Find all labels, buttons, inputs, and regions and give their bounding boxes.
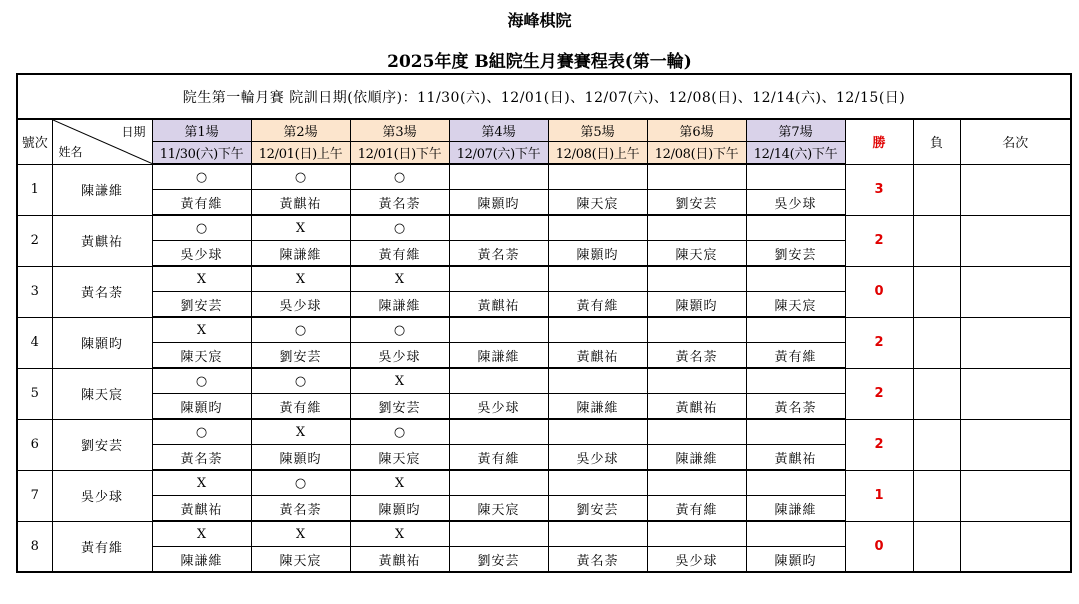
opponent-name: 黃名荼 <box>449 241 548 267</box>
header-date-label: 日期 <box>121 125 146 139</box>
player-number: 7 <box>17 470 52 521</box>
game-result: ○ <box>350 164 449 190</box>
player-name: 陳天宸 <box>52 368 152 419</box>
player-row-result <box>17 266 1071 292</box>
opponent-name: 劉安芸 <box>746 241 845 267</box>
round-header-6: 第6場 <box>647 119 746 142</box>
player-number: 4 <box>17 317 52 368</box>
game-result <box>746 164 845 190</box>
round-header-3: 第3場 <box>350 119 449 142</box>
game-result: ○ <box>251 317 350 343</box>
loss-count <box>913 521 960 572</box>
game-result <box>548 368 647 394</box>
loss-count <box>913 470 960 521</box>
game-result <box>746 368 845 394</box>
game-result <box>548 470 647 496</box>
game-result: X <box>251 419 350 445</box>
player-name: 黃麒祐 <box>52 215 152 266</box>
player-row-result <box>17 368 1071 394</box>
game-result <box>449 419 548 445</box>
game-result: ○ <box>251 164 350 190</box>
opponent-name: 吳少球 <box>746 190 845 216</box>
game-result: X <box>251 215 350 241</box>
game-result <box>449 164 548 190</box>
page-subtitle: 2025年度 B組院生月賽賽程表(第一輪) <box>387 52 692 72</box>
round-date-1: 11/30(六)下午 <box>152 142 251 165</box>
opponent-name: 陳天宸 <box>449 496 548 522</box>
round-header-4: 第4場 <box>449 119 548 142</box>
game-result <box>647 215 746 241</box>
game-result: X <box>152 521 251 547</box>
opponent-name: 陳謙維 <box>449 343 548 369</box>
loss-count <box>913 215 960 266</box>
player-name: 黃名荼 <box>52 266 152 317</box>
opponent-name: 陳謙維 <box>152 547 251 573</box>
opponent-name: 陳顥昀 <box>647 292 746 318</box>
game-result: ○ <box>251 470 350 496</box>
opponent-name: 黃麒祐 <box>449 292 548 318</box>
game-result <box>647 164 746 190</box>
opponent-name: 吳少球 <box>548 445 647 471</box>
game-result: X <box>152 266 251 292</box>
opponent-name: 陳謙維 <box>647 445 746 471</box>
win-count: 2 <box>845 317 913 368</box>
opponent-name: 劉安芸 <box>251 343 350 369</box>
opponent-name: 陳謙維 <box>251 241 350 267</box>
player-number: 3 <box>17 266 52 317</box>
opponent-name: 黃名荼 <box>746 394 845 420</box>
game-result <box>746 470 845 496</box>
opponent-name: 黃名荼 <box>647 343 746 369</box>
opponent-name: 吳少球 <box>152 241 251 267</box>
opponent-name: 黃名荼 <box>548 547 647 573</box>
player-number: 2 <box>17 215 52 266</box>
opponent-name: 黃麒祐 <box>251 190 350 216</box>
round-header-7: 第7場 <box>746 119 845 142</box>
opponent-name: 陳天宸 <box>350 445 449 471</box>
game-result: X <box>251 266 350 292</box>
rank-cell <box>960 419 1071 470</box>
player-number: 1 <box>17 164 52 215</box>
game-result <box>548 317 647 343</box>
player-number: 6 <box>17 419 52 470</box>
game-result <box>746 419 845 445</box>
loss-count <box>913 368 960 419</box>
player-number: 8 <box>17 521 52 572</box>
opponent-name: 陳天宸 <box>746 292 845 318</box>
opponent-name: 黃有維 <box>152 190 251 216</box>
rank-cell <box>960 164 1071 215</box>
rank-cell <box>960 521 1071 572</box>
game-result <box>449 215 548 241</box>
player-name: 陳顥昀 <box>52 317 152 368</box>
game-result <box>548 215 647 241</box>
player-name: 陳謙維 <box>52 164 152 215</box>
loss-count <box>913 266 960 317</box>
opponent-name: 黃有維 <box>251 394 350 420</box>
game-result <box>449 521 548 547</box>
game-result <box>548 266 647 292</box>
opponent-name: 吳少球 <box>449 394 548 420</box>
opponent-name: 黃名荼 <box>350 190 449 216</box>
page-title: 海峰棋院 <box>507 11 572 30</box>
opponent-name: 陳謙維 <box>746 496 845 522</box>
round-date-5: 12/08(日)上午 <box>548 142 647 165</box>
opponent-name: 陳顥昀 <box>449 190 548 216</box>
game-result <box>449 470 548 496</box>
header-name-label: 姓名 <box>58 144 83 159</box>
game-result: X <box>350 266 449 292</box>
round-header-2: 第2場 <box>251 119 350 142</box>
game-result: ○ <box>350 317 449 343</box>
player-row-result <box>17 521 1071 547</box>
win-count: 0 <box>845 266 913 317</box>
opponent-name: 黃名荼 <box>251 496 350 522</box>
game-result <box>647 368 746 394</box>
player-row-result <box>17 215 1071 241</box>
win-count: 1 <box>845 470 913 521</box>
game-result: X <box>152 470 251 496</box>
opponent-name: 陳天宸 <box>152 343 251 369</box>
loss-count <box>913 164 960 215</box>
round-date-7: 12/14(六)下午 <box>746 142 845 165</box>
game-result <box>647 317 746 343</box>
round-date-3: 12/01(日)下午 <box>350 142 449 165</box>
loss-count <box>913 317 960 368</box>
schedule-table <box>16 73 1072 573</box>
game-result <box>746 215 845 241</box>
game-result: ○ <box>152 215 251 241</box>
opponent-name: 陳天宸 <box>548 190 647 216</box>
game-result: ○ <box>152 164 251 190</box>
game-result: ○ <box>251 368 350 394</box>
player-name: 黃有維 <box>52 521 152 572</box>
header-rank: 名次 <box>960 119 1071 164</box>
opponent-name: 陳謙維 <box>350 292 449 318</box>
opponent-name: 吳少球 <box>350 343 449 369</box>
opponent-name: 黃麒祐 <box>152 496 251 522</box>
player-row-result <box>17 419 1071 445</box>
opponent-name: 黃有維 <box>350 241 449 267</box>
game-result <box>746 266 845 292</box>
game-result: ○ <box>152 419 251 445</box>
player-row-result <box>17 317 1071 343</box>
loss-count <box>913 419 960 470</box>
opponent-name: 陳天宸 <box>647 241 746 267</box>
opponent-name: 劉安芸 <box>152 292 251 318</box>
game-result <box>647 470 746 496</box>
player-row-result <box>17 164 1071 190</box>
game-result <box>449 368 548 394</box>
game-result: X <box>350 470 449 496</box>
header-index: 號次 <box>17 119 52 164</box>
opponent-name: 劉安芸 <box>647 190 746 216</box>
game-result <box>647 521 746 547</box>
game-result <box>746 317 845 343</box>
opponent-name: 陳顥昀 <box>152 394 251 420</box>
game-result <box>548 164 647 190</box>
round-header-1: 第1場 <box>152 119 251 142</box>
rank-cell <box>960 470 1071 521</box>
opponent-name: 陳顥昀 <box>251 445 350 471</box>
player-name: 吳少球 <box>52 470 152 521</box>
game-result: X <box>251 521 350 547</box>
game-result: ○ <box>152 368 251 394</box>
game-result <box>746 521 845 547</box>
opponent-name: 劉安芸 <box>548 496 647 522</box>
opponent-name: 黃有維 <box>746 343 845 369</box>
round-date-6: 12/08(日)下午 <box>647 142 746 165</box>
round-date-4: 12/07(六)下午 <box>449 142 548 165</box>
win-count: 2 <box>845 419 913 470</box>
rank-cell <box>960 368 1071 419</box>
player-number: 5 <box>17 368 52 419</box>
round-date-2: 12/01(日)上午 <box>251 142 350 165</box>
win-count: 2 <box>845 215 913 266</box>
game-result <box>449 317 548 343</box>
opponent-name: 劉安芸 <box>449 547 548 573</box>
game-result: X <box>350 368 449 394</box>
rank-cell <box>960 317 1071 368</box>
game-result: ○ <box>350 215 449 241</box>
win-count: 2 <box>845 368 913 419</box>
opponent-name: 陳顥昀 <box>548 241 647 267</box>
training-dates-info: 院生第一輪月賽 院訓日期(依順序)：11/30(六)、12/01(日)、12/07(六)、12/08(日)、12/14(六)、12/15(日) <box>17 74 1071 119</box>
header-date-name-corner <box>52 119 152 164</box>
player-name: 劉安芸 <box>52 419 152 470</box>
opponent-name: 黃麒祐 <box>647 394 746 420</box>
game-result <box>548 521 647 547</box>
player-row-result <box>17 470 1071 496</box>
game-result: X <box>152 317 251 343</box>
opponent-name: 黃有維 <box>449 445 548 471</box>
rank-cell <box>960 266 1071 317</box>
opponent-name: 陳顥昀 <box>746 547 845 573</box>
opponent-name: 陳謙維 <box>548 394 647 420</box>
game-result <box>449 266 548 292</box>
opponent-name: 黃麒祐 <box>548 343 647 369</box>
opponent-name: 黃名荼 <box>152 445 251 471</box>
game-result: X <box>350 521 449 547</box>
opponent-name: 黃有維 <box>548 292 647 318</box>
game-result <box>647 419 746 445</box>
opponent-name: 吳少球 <box>647 547 746 573</box>
win-count: 0 <box>845 521 913 572</box>
opponent-name: 黃麒祐 <box>746 445 845 471</box>
win-count: 3 <box>845 164 913 215</box>
game-result <box>548 419 647 445</box>
round-header-5: 第5場 <box>548 119 647 142</box>
game-result: ○ <box>350 419 449 445</box>
opponent-name: 吳少球 <box>251 292 350 318</box>
opponent-name: 劉安芸 <box>350 394 449 420</box>
game-result <box>647 266 746 292</box>
opponent-name: 黃麒祐 <box>350 547 449 573</box>
opponent-name: 陳顥昀 <box>350 496 449 522</box>
opponent-name: 黃有維 <box>647 496 746 522</box>
rank-cell <box>960 215 1071 266</box>
header-losses: 負 <box>913 119 960 164</box>
header-wins: 勝 <box>845 119 913 164</box>
opponent-name: 陳天宸 <box>251 547 350 573</box>
